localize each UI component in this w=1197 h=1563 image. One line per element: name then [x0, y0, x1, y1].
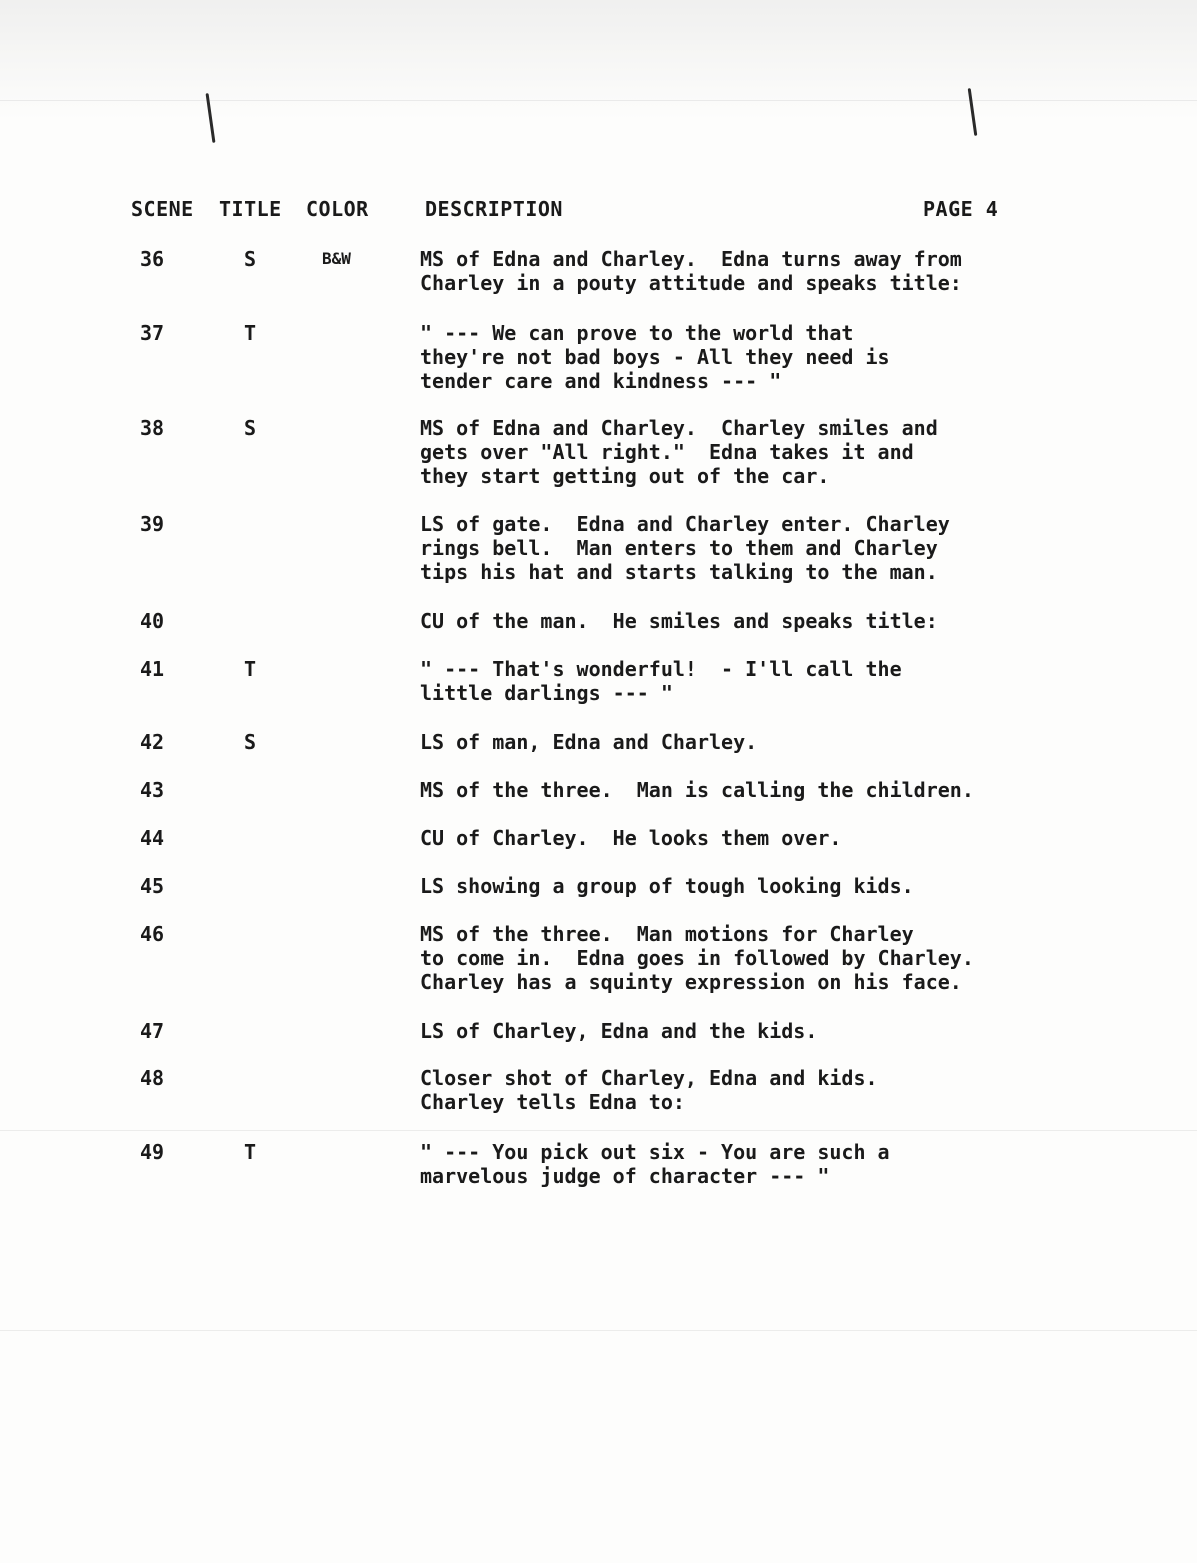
scene-description: CU of Charley. He looks them over. — [420, 826, 842, 850]
scene-description: MS of Edna and Charley. Edna turns away from Charley in a pouty attitude and speaks title: — [420, 247, 962, 295]
scene-number: 47 — [140, 1019, 165, 1043]
scene-number: 42 — [140, 730, 165, 754]
scene-description: LS of gate. Edna and Charley enter. Charley rings bell. Man enters to them and Charley tips his hat and starts talking to the man. — [420, 512, 950, 584]
title-code: S — [244, 416, 257, 440]
staple-mark — [968, 88, 978, 136]
scene-description: " --- That's wonderful! - I'll call the little darlings --- " — [420, 657, 902, 705]
scene-description: " --- You pick out six - You are such a marvelous judge of character --- " — [420, 1140, 890, 1188]
scene-number: 36 — [140, 247, 165, 271]
header-title: TITLE — [219, 197, 282, 221]
scene-number: 46 — [140, 922, 165, 946]
scene-description: LS of man, Edna and Charley. — [420, 730, 758, 754]
scene-number: 41 — [140, 657, 165, 681]
page-number: PAGE 4 — [923, 197, 999, 221]
title-code: S — [244, 730, 257, 754]
scene-number: 40 — [140, 609, 165, 633]
column-header — [0, 197, 1197, 227]
fold-line — [0, 1330, 1197, 1331]
scene-description: " --- We can prove to the world that they're not bad boys - All they need is tender care and kindness --- " — [420, 321, 890, 393]
scene-description: LS showing a group of tough looking kids. — [420, 874, 914, 898]
scene-number: 44 — [140, 826, 165, 850]
scene-number: 38 — [140, 416, 165, 440]
title-code: T — [244, 321, 257, 345]
scene-number: 48 — [140, 1066, 165, 1090]
header-scene: SCENE — [131, 197, 194, 221]
scene-number: 45 — [140, 874, 165, 898]
scene-description: LS of Charley, Edna and the kids. — [420, 1019, 818, 1043]
fold-line — [0, 1130, 1197, 1131]
color-code: B&W — [322, 249, 351, 268]
scene-description: MS of Edna and Charley. Charley smiles and gets over "All right." Edna takes it and they start getting out of the car. — [420, 416, 938, 488]
scene-number: 43 — [140, 778, 165, 802]
title-code: T — [244, 657, 257, 681]
scene-description: MS of the three. Man motions for Charley to come in. Edna goes in followed by Charley. Charley has a squinty expression on his face. — [420, 922, 974, 994]
scene-description: CU of the man. He smiles and speaks title: — [420, 609, 938, 633]
header-description: DESCRIPTION — [425, 197, 563, 221]
fold-line — [0, 100, 1197, 101]
header-color: COLOR — [306, 197, 369, 221]
scene-description: Closer shot of Charley, Edna and kids. Charley tells Edna to: — [420, 1066, 878, 1114]
scene-number: 49 — [140, 1140, 165, 1164]
scene-number: 37 — [140, 321, 165, 345]
title-code: T — [244, 1140, 257, 1164]
title-code: S — [244, 247, 257, 271]
scene-number: 39 — [140, 512, 165, 536]
scene-description: MS of the three. Man is calling the children. — [420, 778, 974, 802]
